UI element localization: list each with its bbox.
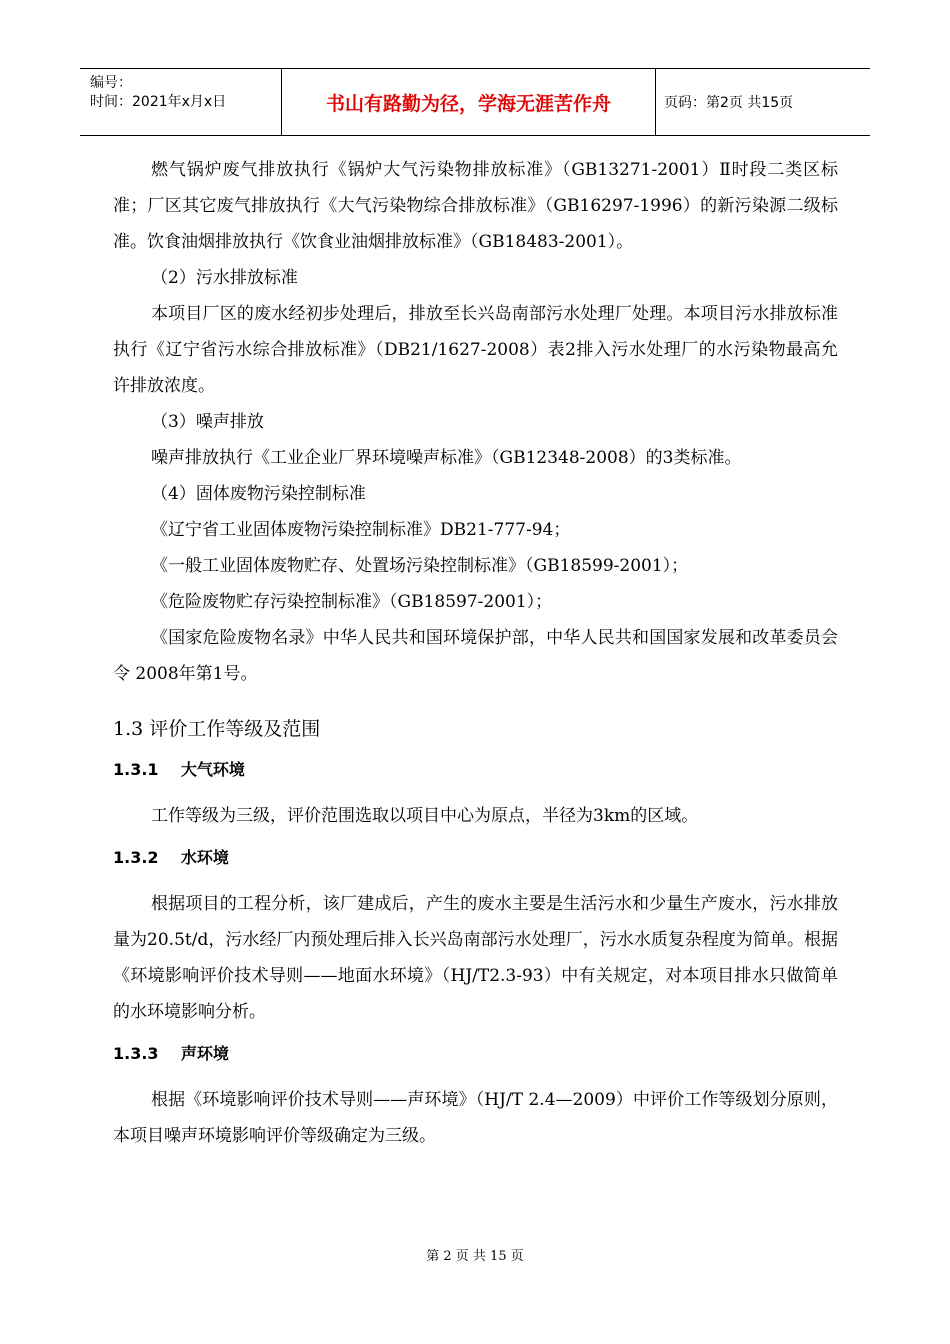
- list-item-standard: 《国家危险废物名录》中华人民共和国环境保护部，中华人民共和国国家发展和改革委员会令 2008年第1号。: [113, 628, 838, 684]
- paragraph-acoustic-environment: 根据《环境影响评价技术导则——声环境》（HJ/T 2.4—2009）中评价工作等级划分原则，本项目噪声环境影响评价等级确定为三级。: [113, 1090, 838, 1146]
- heading-noise-emission: （3）噪声排放: [151, 412, 264, 432]
- subsection-title-1-3-2: 1.3.2 水环境: [113, 848, 229, 867]
- heading-wastewater-standard: （2）污水排放标准: [151, 268, 298, 288]
- header-motto: 书山有路勤为径，学海无涯苦作舟: [282, 69, 656, 135]
- list-item-standard: 《一般工业固体废物贮存、处置场污染控制标准》（GB18599-2001）；: [151, 556, 689, 576]
- document-date-label: 时间：2021年x月x日: [90, 94, 227, 110]
- list-item-standard: 《辽宁省工业固体废物污染控制标准》DB21-777-94；: [151, 520, 571, 540]
- section-title-1-3: 1.3 评价工作等级及范围: [113, 718, 321, 740]
- document-body: [113, 152, 838, 1154]
- document-number-label: 编号：: [90, 75, 132, 91]
- subsection-title-1-3-1: 1.3.1 大气环境: [113, 760, 245, 779]
- page-footer: 第 2 页 共 15 页: [426, 1249, 524, 1264]
- paragraph-noise: 噪声排放执行《工业企业厂界环境噪声标准》（GB12348-2008）的3类标准。: [151, 448, 742, 468]
- page-header: [80, 68, 870, 136]
- paragraph-water-environment: 根据项目的工程分析，该厂建成后，产生的废水主要是生活污水和少量生产废水，污水排放量为20.5t/d，污水经厂内预处理后排入长兴岛南部污水处理厂，污水水质复杂程度为简单。根据《环境影响评价技术导则——地面水环境》（HJ/T2.3-93）中有关规定，对本项目排水只做简单的水环境影响分析。: [113, 894, 838, 1022]
- header-meta: [80, 69, 282, 135]
- subsection-title-1-3-3: 1.3.3 声环境: [113, 1044, 229, 1063]
- heading-solid-waste: （4）固体废物污染控制标准: [151, 484, 366, 504]
- paragraph-air-environment: 工作等级为三级，评价范围选取以项目中心为原点，半径为3km的区域。: [151, 806, 699, 826]
- paragraph-wastewater: 本项目厂区的废水经初步处理后，排放至长兴岛南部污水处理厂处理。本项目污水排放标准执行《辽宁省污水综合排放标准》（DB21/1627-2008）表2排入污水处理厂的水污染物最高允许排放浓度。: [113, 304, 838, 396]
- list-item-standard: 《危险废物贮存污染控制标准》（GB18597-2001）；: [151, 592, 553, 612]
- header-page-info: 页码：第2页 共15页: [664, 95, 794, 111]
- paragraph-exhaust-standards: 燃气锅炉废气排放执行《锅炉大气污染物排放标准》（GB13271-2001）Ⅱ时段二类区标准；厂区其它废气排放执行《大气污染物综合排放标准》（GB16297-1996）的新污染源二级标准。饮食油烟排放执行《饮食业油烟排放标准》（GB18483-2001）。: [113, 160, 838, 252]
